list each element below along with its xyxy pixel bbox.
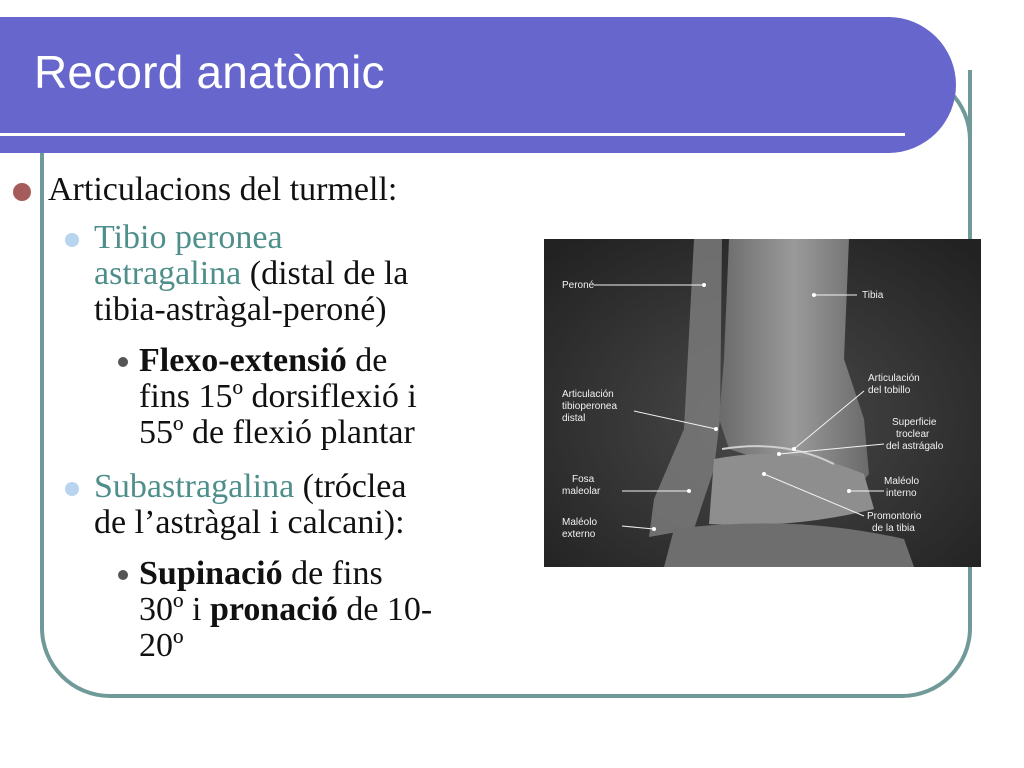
- label-superficie-1: Superficie: [892, 417, 937, 428]
- label-fosa-1: Fosa: [572, 474, 595, 485]
- item2-sub-line2: [139, 592, 432, 628]
- ankle-xray-image: [544, 239, 981, 567]
- bullet-l1-text: Articulacions del turmell:: [48, 171, 398, 208]
- label-art-tobillo-2: del tobillo: [868, 385, 911, 396]
- label-superficie-2: troclear: [896, 429, 930, 440]
- item1-sub-bold: Flexo-extensió: [139, 342, 347, 379]
- item2-rest-line1: (tróclea: [294, 468, 407, 505]
- item1-sub-line3: 55º de flexió plantar: [139, 414, 415, 451]
- label-maleolo-int-2: interno: [886, 488, 917, 499]
- label-promontorio-1: Promontorio: [867, 511, 922, 522]
- label-superficie-3: del astrágalo: [886, 441, 944, 452]
- bullet-l2-icon: [65, 482, 79, 496]
- item1-line3: tibia-astràgal-peroné): [94, 291, 387, 328]
- label-art-tibio-2: tibioperonea: [562, 401, 618, 412]
- label-art-tibio-1: Articulación: [562, 389, 614, 400]
- item1-line1: [94, 220, 283, 256]
- item2-sub-bold2: pronació: [210, 591, 338, 628]
- bullet-l3-icon: [118, 570, 128, 580]
- item1-rest-line2: (distal de la: [241, 255, 409, 292]
- label-perone: Peroné: [562, 280, 595, 291]
- item2-sub-line1: [139, 556, 383, 592]
- item1-sub-rest1: de: [346, 342, 388, 379]
- bullet-l1-icon: [13, 183, 31, 201]
- label-tibia: Tibia: [862, 290, 884, 301]
- item2-sub-bold1: Supinació: [139, 555, 283, 592]
- bullet-l3-icon: [118, 357, 128, 367]
- item2-line2: de l’astràgal i calcani):: [94, 504, 405, 541]
- bullet-l2-icon: [65, 233, 79, 247]
- label-maleolo-int-1: Maléolo: [884, 476, 920, 487]
- item1-accent-line2: astragalina: [94, 255, 242, 292]
- label-maleolo-ext-1: Maléolo: [562, 517, 598, 528]
- item1-line2: [94, 256, 408, 292]
- item2-sub-rest1: de fins: [282, 555, 383, 592]
- item1-accent-line1: Tibio peronea: [94, 219, 283, 256]
- slide-title: Record anatòmic: [34, 46, 385, 98]
- item2-line1: [94, 469, 406, 505]
- label-maleolo-ext-2: externo: [562, 529, 596, 540]
- ankle-xray-svg: [544, 239, 981, 567]
- item2-sub-line3: 20º: [139, 627, 184, 664]
- label-art-tibio-3: distal: [562, 413, 586, 424]
- item2-sub-line2-a: 30º i: [139, 591, 210, 628]
- item2-sub-line2-b: de 10-: [337, 591, 433, 628]
- item1-sub-line1: [139, 343, 387, 379]
- item2-accent: Subastragalina: [94, 468, 295, 505]
- label-fosa-2: maleolar: [562, 486, 601, 497]
- label-art-tobillo-1: Articulación: [868, 373, 920, 384]
- label-promontorio-2: de la tibia: [872, 523, 915, 534]
- item1-sub-line2: fins 15º dorsiflexió i: [139, 378, 417, 415]
